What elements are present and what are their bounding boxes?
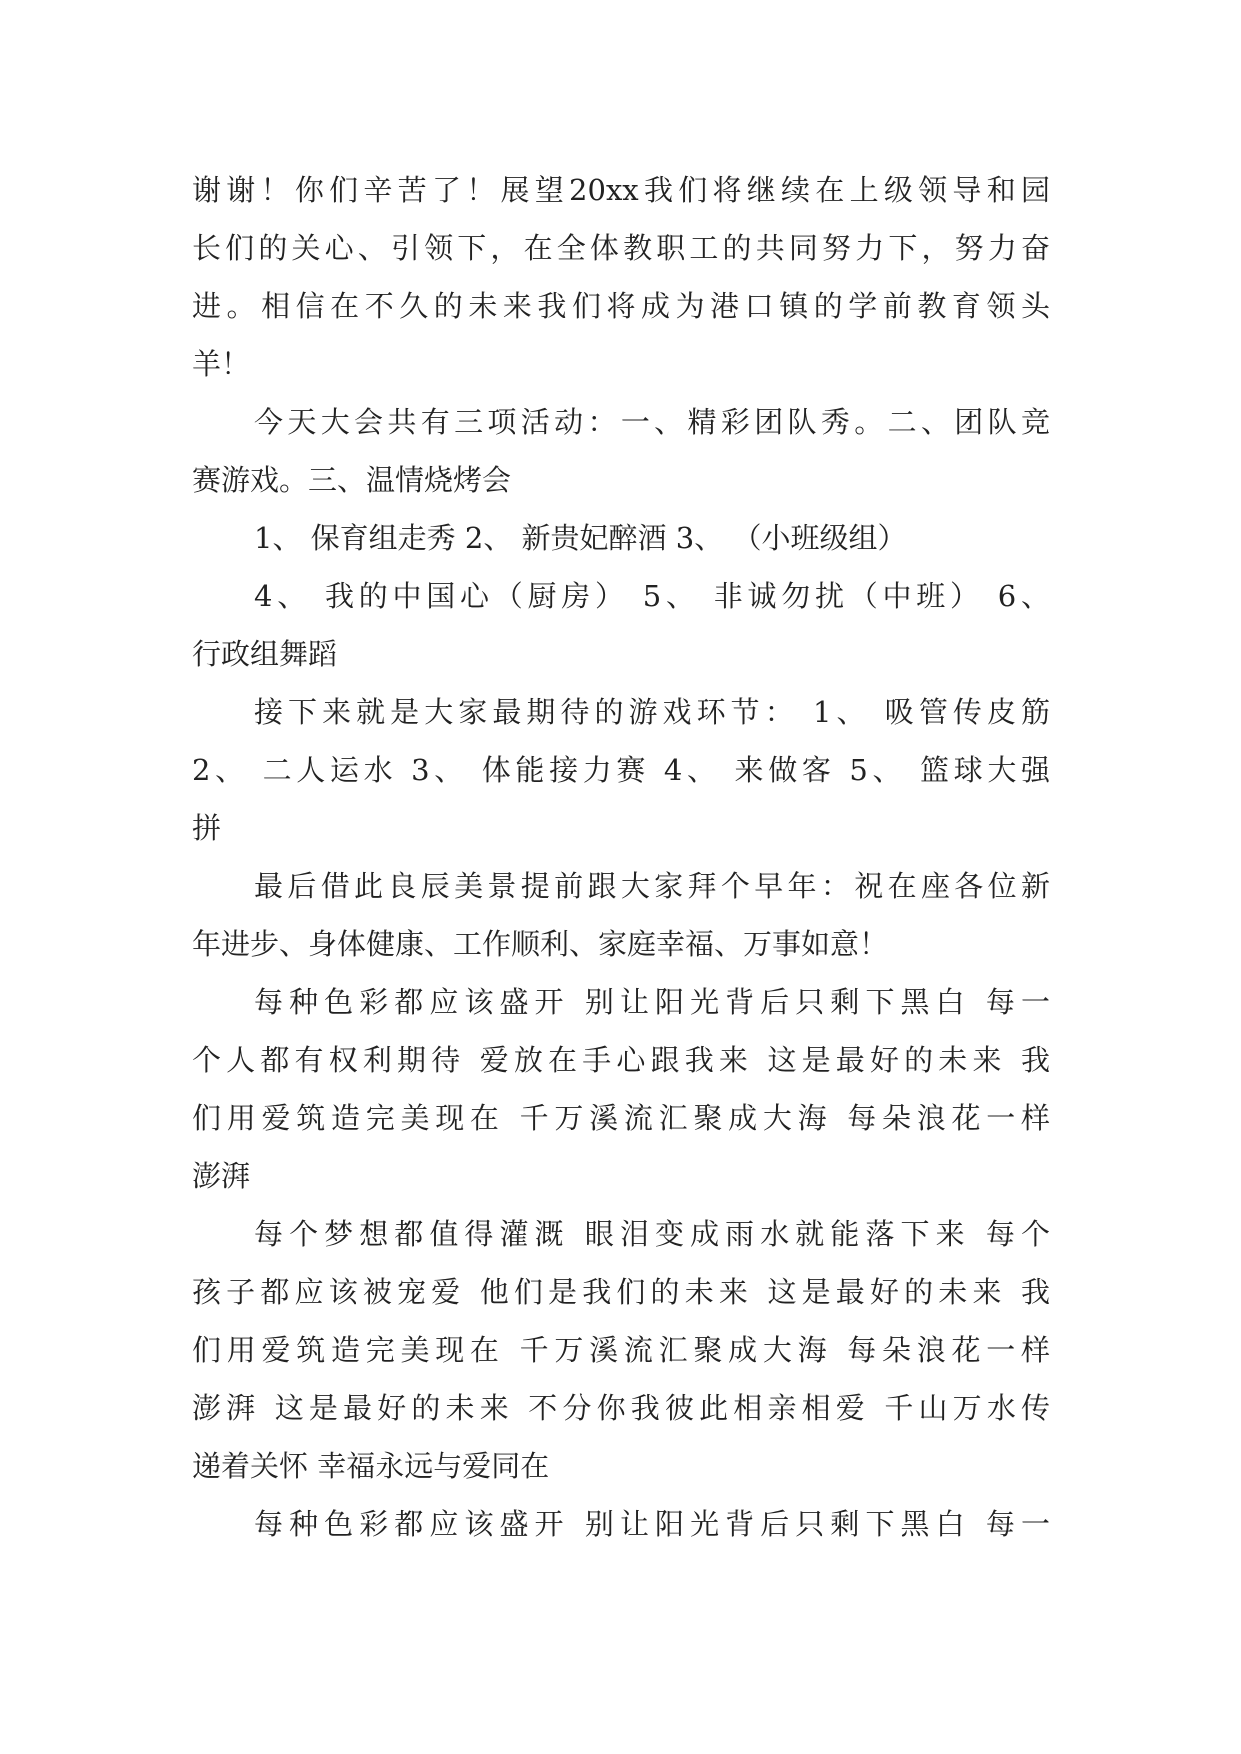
- text-line: 接下来就是大家最期待的游戏环节： 1、 吸管传皮筋: [254, 695, 1050, 729]
- text-line: 个人都有权利期待 爱放在手心跟我来 这是最好的未来 我: [192, 1043, 1050, 1077]
- text-line: 澎湃: [192, 1159, 251, 1193]
- text-line: 谢谢！你们辛苦了！展望20xx我们将继续在上级领导和园: [192, 173, 1050, 207]
- text-line: 羊！: [192, 347, 251, 381]
- text-line: 最后借此良辰美景提前跟大家拜个早年：祝在座各位新: [254, 869, 1050, 903]
- document-body: [192, 161, 1050, 1553]
- text-line: 1、 保育组走秀 2、 新贵妃醉酒 3、 （小班级组）: [254, 521, 907, 555]
- text-line: 2、 二人运水 3、 体能接力赛 4、 来做客 5、 篮球大强: [192, 753, 1050, 787]
- text-line: 澎湃 这是最好的未来 不分你我彼此相亲相爱 千山万水传: [192, 1391, 1050, 1425]
- text-line: 孩子都应该被宠爱 他们是我们的未来 这是最好的未来 我: [192, 1275, 1050, 1309]
- text-line: 递着关怀 幸福永远与爱同在: [192, 1449, 550, 1483]
- text-line: 长们的关心、引领下，在全体教职工的共同努力下，努力奋: [192, 231, 1050, 265]
- text-line: 年进步、身体健康、工作顺利、家庭幸福、万事如意！: [192, 927, 889, 961]
- text-line: 们用爱筑造完美现在 千万溪流汇聚成大海 每朵浪花一样: [192, 1101, 1050, 1135]
- text-line: 每种色彩都应该盛开 别让阳光背后只剩下黑白 每一: [254, 985, 1050, 1019]
- text-line: 们用爱筑造完美现在 千万溪流汇聚成大海 每朵浪花一样: [192, 1333, 1050, 1367]
- text-line: 今天大会共有三项活动：一、精彩团队秀。二、团队竞: [254, 405, 1050, 439]
- text-line: 4、 我的中国心（厨房） 5、 非诚勿扰（中班） 6、: [254, 579, 1050, 613]
- text-line: 每种色彩都应该盛开 别让阳光背后只剩下黑白 每一: [254, 1507, 1050, 1541]
- text-line: 每个梦想都值得灌溉 眼泪变成雨水就能落下来 每个: [254, 1217, 1050, 1251]
- text-line: 进。相信在不久的未来我们将成为港口镇的学前教育领头: [192, 289, 1050, 323]
- text-line: 赛游戏。三、温情烧烤会: [192, 463, 512, 497]
- text-line: 拼: [192, 811, 222, 845]
- text-line: 行政组舞蹈: [192, 637, 338, 671]
